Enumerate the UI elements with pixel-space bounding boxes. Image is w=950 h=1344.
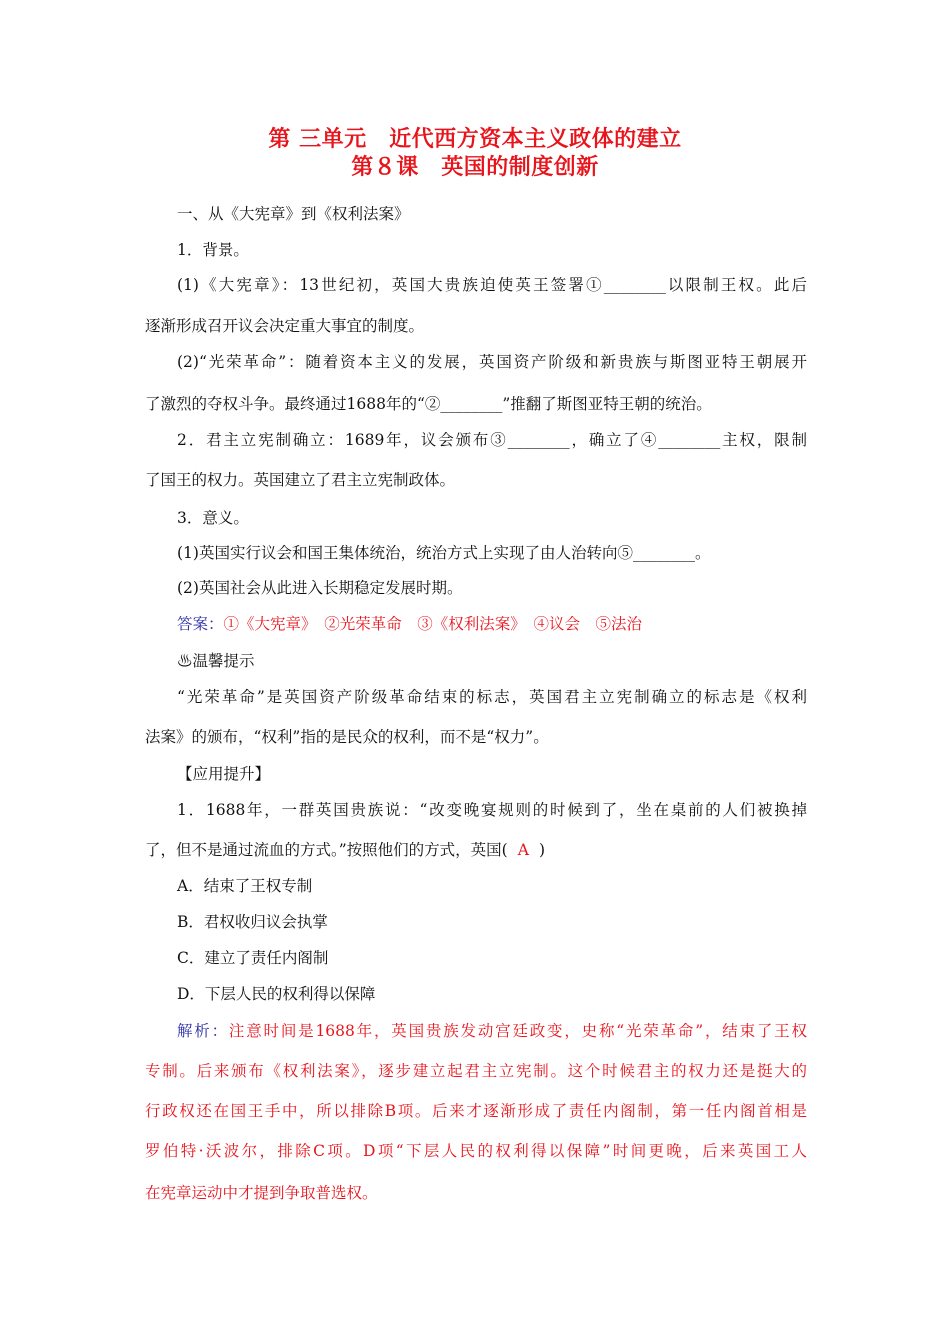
option-a: A．结束了王权专制: [177, 877, 313, 895]
question-1-close: ): [538, 841, 545, 859]
paragraph-glorious-revolution-line2: 了激烈的夺权斗争。最终通过1688年的“②________”推翻了斯图亚特王朝的统治。: [145, 395, 712, 413]
option-c: C．建立了责任内阁制: [177, 949, 329, 967]
question-1-answer: A: [517, 841, 529, 859]
question-1-text: 了，但不是通过流血的方式。”按照他们的方式，英国(: [145, 841, 508, 859]
analysis-line5: 在宪章运动中才提到争取普选权。: [145, 1184, 378, 1202]
significance-point-2: (2)英国社会从此进入长期稳定发展时期。: [177, 579, 463, 597]
list-item-background: 1．背景。: [177, 241, 249, 259]
analysis-label: 解析：: [177, 1022, 229, 1040]
paragraph-constitutional-monarchy-line1: 2．君主立宪制确立：1689年，议会颁布③________，确立了④________主权，限制: [177, 431, 807, 449]
analysis-line2: 专制。后来颁布《权利法案》，逐步建立起君主立宪制。这个时候君主的权力还是挺大的: [145, 1062, 807, 1080]
paragraph-magna-carta-line2: 逐渐形成召开议会决定重大事宜的制度。: [145, 317, 425, 335]
analysis-line4: 罗伯特·沃波尔，排除C项。D项“下层人民的权利得以保障”时间更晚，后来英国工人: [145, 1142, 807, 1160]
application-heading: 【应用提升】: [177, 765, 271, 783]
unit-title: 第 三单元 近代西方资本主义政体的建立: [268, 127, 682, 152]
paragraph-glorious-revolution-line1: (2)“光荣革命”：随着资本主义的发展，英国资产阶级和新贵族与斯图亚特王朝展开: [177, 353, 807, 371]
option-b: B．君权收归议会执掌: [177, 913, 328, 931]
section-heading: 一、从《大宪章》到《权利法案》: [177, 205, 410, 223]
significance-point-1: (1)英国实行议会和国王集体统治，统治方式上实现了由人治转向⑤________。: [177, 544, 711, 562]
lesson-title: 第８课 英国的制度创新: [351, 155, 599, 180]
question-1-line1: 1．1688年，一群英国贵族说：“改变晚宴规则的时候到了，坐在桌前的人们被换掉: [177, 801, 807, 819]
answer-label: 答案：: [177, 615, 224, 633]
paragraph-constitutional-monarchy-line2: 了国王的权力。英国建立了君主立宪制政体。: [145, 471, 456, 489]
option-d: D．下层人民的权利得以保障: [177, 985, 376, 1003]
tip-line2: 法案》的颁布，“权利”指的是民众的权利，而不是“权力”。: [145, 728, 549, 746]
tip-heading: ♨温馨提示: [177, 652, 255, 670]
analysis-line3: 行政权还在国王手中，所以排除B项。后来才逐渐形成了责任内阁制，第一任内阁首相是: [145, 1102, 807, 1120]
answer-text: ①《大宪章》 ②光荣革命 ③《权利法案》 ④议会 ⑤法治: [223, 615, 643, 633]
paragraph-magna-carta-line1: (1)《大宪章》：13世纪初，英国大贵族迫使英王签署①________以限制王权。此后: [177, 276, 807, 294]
tip-line1: “光荣革命”是英国资产阶级革命结束的标志，英国君主立宪制确立的标志是《权利: [177, 688, 807, 706]
list-item-significance: 3．意义。: [177, 509, 249, 527]
answer-line: [177, 614, 807, 634]
question-1-line2: [145, 840, 807, 860]
analysis-text-line1: 注意时间是1688年，英国贵族发动宫廷政变，史称“光荣革命”，结束了王权: [228, 1022, 807, 1040]
analysis-line1: [177, 1021, 807, 1041]
